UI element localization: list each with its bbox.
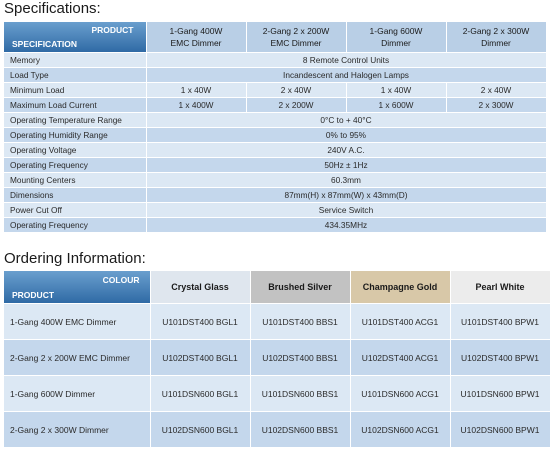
spec-row: [4, 188, 546, 203]
spec-label: Memory: [4, 53, 146, 68]
colour-header-brushed-silver: Brushed Silver: [250, 271, 350, 304]
ordering-heading: Ordering Information:: [4, 250, 146, 267]
product-label: 1-Gang 600W Dimmer: [4, 376, 150, 412]
ordering-row: [4, 304, 550, 340]
product-code: U102DST400 BPW1: [450, 340, 550, 376]
colour-header-champagne-gold: Champagne Gold: [350, 271, 450, 304]
spec-corner-cell: [4, 22, 146, 53]
spec-row: [4, 68, 546, 83]
product-code: U101DSN600 BPW1: [450, 376, 550, 412]
product-label: 2-Gang 2 x 200W EMC Dimmer: [4, 340, 150, 376]
spec-value: 0% to 95%: [146, 128, 546, 143]
ordering-corner-cell: [4, 271, 150, 304]
product-code: U101DST400 BBS1: [250, 304, 350, 340]
corner-product-label: PRODUCT: [12, 290, 55, 300]
spec-value: 0°C to + 40°C: [146, 113, 546, 128]
product-code: U102DSN600 BGL1: [150, 412, 250, 448]
product-code: U101DSN600 BBS1: [250, 376, 350, 412]
corner-specification-label: SPECIFICATION: [12, 39, 78, 49]
spec-label: Operating Temperature Range: [4, 113, 146, 128]
product-label: 2-Gang 2 x 300W Dimmer: [4, 412, 150, 448]
spec-label: Power Cut Off: [4, 203, 146, 218]
spec-header-row: [4, 22, 546, 53]
spec-value: 2 x 40W: [246, 83, 346, 98]
specifications-heading: Specifications:: [4, 0, 101, 17]
product-code: U102DST400 ACG1: [350, 340, 450, 376]
spec-column-header: 2-Gang 2 x 300W Dimmer: [446, 22, 546, 53]
spec-value: 1 x 40W: [346, 83, 446, 98]
spec-row: [4, 128, 546, 143]
specifications-table: [4, 22, 547, 233]
product-code: U101DST400 ACG1: [350, 304, 450, 340]
colour-header-pearl-white: Pearl White: [450, 271, 550, 304]
colour-header-crystal-glass: Crystal Glass: [150, 271, 250, 304]
spec-row: [4, 143, 546, 158]
product-code: U102DSN600 BBS1: [250, 412, 350, 448]
spec-value: 50Hz ± 1Hz: [146, 158, 546, 173]
product-code: U102DST400 BBS1: [250, 340, 350, 376]
spec-label: Dimensions: [4, 188, 146, 203]
spec-value: Service Switch: [146, 203, 546, 218]
spec-label: Minimum Load: [4, 83, 146, 98]
spec-label: Maximum Load Current: [4, 98, 146, 113]
spec-row: [4, 53, 546, 68]
spec-value: 8 Remote Control Units: [146, 53, 546, 68]
product-code: U102DST400 BGL1: [150, 340, 250, 376]
spec-row: [4, 113, 546, 128]
spec-label: Load Type: [4, 68, 146, 83]
spec-label: Operating Humidity Range: [4, 128, 146, 143]
ordering-row: [4, 340, 550, 376]
spec-column-header: 1-Gang 400W EMC Dimmer: [146, 22, 246, 53]
spec-label: Operating Frequency: [4, 158, 146, 173]
spec-label: Operating Voltage: [4, 143, 146, 158]
product-code: U101DSN600 BGL1: [150, 376, 250, 412]
spec-value: 60.3mm: [146, 173, 546, 188]
spec-value: 87mm(H) x 87mm(W) x 43mm(D): [146, 188, 546, 203]
spec-value: 240V A.C.: [146, 143, 546, 158]
spec-value: 1 x 400W: [146, 98, 246, 113]
ordering-row: [4, 412, 550, 448]
corner-colour-label: COLOUR: [102, 275, 140, 285]
spec-row: [4, 218, 546, 233]
product-code: U102DSN600 BPW1: [450, 412, 550, 448]
spec-value: 1 x 600W: [346, 98, 446, 113]
spec-row: [4, 173, 546, 188]
spec-value: 2 x 300W: [446, 98, 546, 113]
ordering-row: [4, 376, 550, 412]
product-code: U101DSN600 ACG1: [350, 376, 450, 412]
spec-column-header: 1-Gang 600W Dimmer: [346, 22, 446, 53]
product-code: U101DST400 BGL1: [150, 304, 250, 340]
ordering-table: [4, 271, 550, 448]
spec-value: Incandescent and Halogen Lamps: [146, 68, 546, 83]
spec-row: [4, 98, 546, 113]
spec-label: Operating Frequency: [4, 218, 146, 233]
spec-value: 434.35MHz: [146, 218, 546, 233]
spec-row: [4, 203, 546, 218]
product-code: U102DSN600 ACG1: [350, 412, 450, 448]
spec-label: Mounting Centers: [4, 173, 146, 188]
product-label: 1-Gang 400W EMC Dimmer: [4, 304, 150, 340]
ordering-header-row: [4, 271, 550, 304]
corner-product-label: PRODUCT: [91, 25, 134, 35]
spec-column-header: 2-Gang 2 x 200W EMC Dimmer: [246, 22, 346, 53]
spec-row: [4, 83, 546, 98]
spec-value: 2 x 200W: [246, 98, 346, 113]
spec-value: 2 x 40W: [446, 83, 546, 98]
product-code: U101DST400 BPW1: [450, 304, 550, 340]
spec-row: [4, 158, 546, 173]
spec-value: 1 x 40W: [146, 83, 246, 98]
